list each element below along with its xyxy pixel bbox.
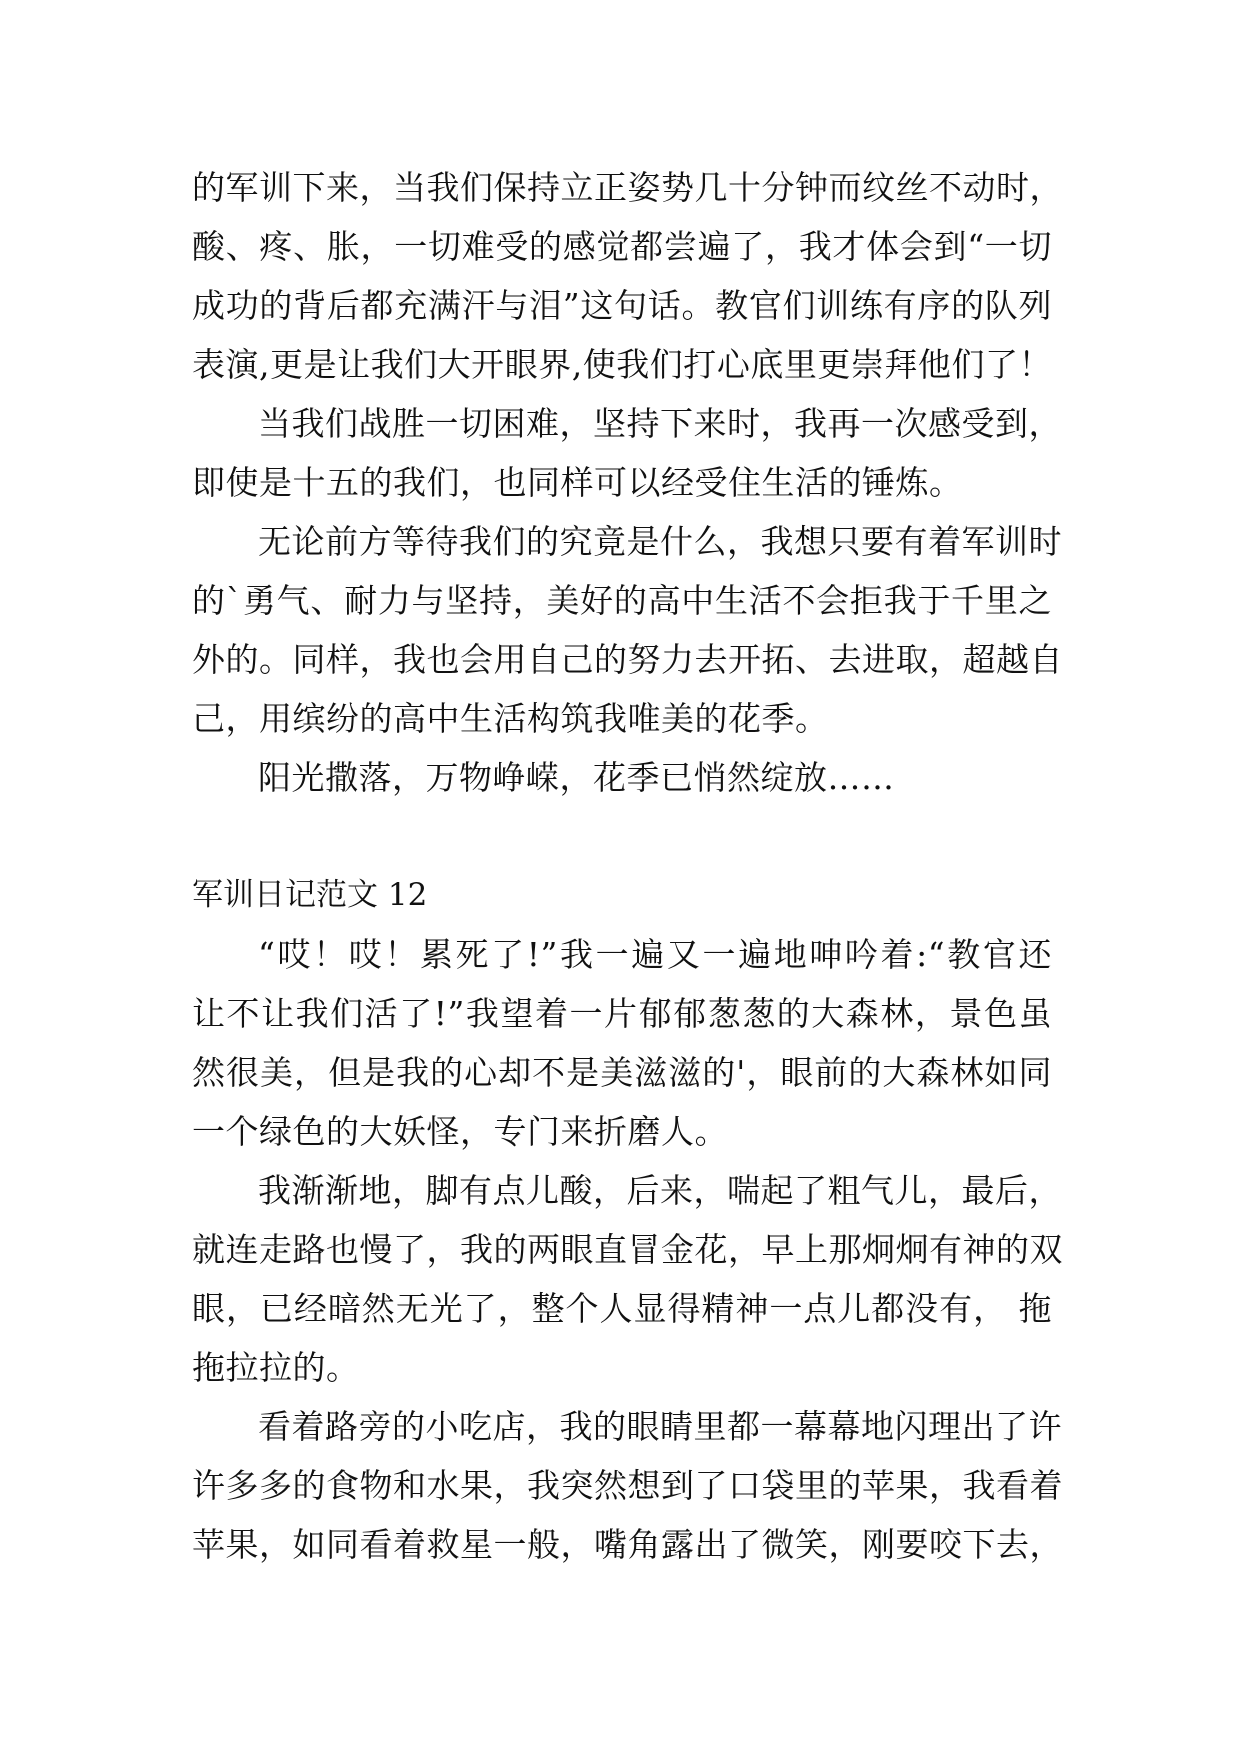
text-line: 苹果，如同看着救星一般，嘴角露出了微笑，刚要咬下去，: [192, 1525, 1063, 1564]
text-line: 的`勇气、耐力与坚持，美好的高中生活不会拒我于千里之: [192, 581, 1052, 620]
paragraph: [192, 394, 1062, 512]
text-line: “哎！哎！累死了!”我一遍又一遍地呻吟着:“教官还: [258, 935, 1052, 974]
text-line: 就连走路也慢了，我的两眼直冒金花，早上那炯炯有神的双: [192, 1230, 1063, 1269]
text-line: 即使是十五的我们，也同样可以经受住生活的锤炼。: [192, 463, 963, 502]
paragraph: [192, 158, 1063, 394]
text-line: 无论前方等待我们的究竟是什么，我想只要有着军训时: [258, 522, 1062, 561]
text-line: 然很美，但是我的心却不是美滋滋的'，眼前的大森林如同: [192, 1053, 1052, 1092]
text-line: 的军训下来，当我们保持立正姿势几十分钟而纹丝不动时，: [192, 168, 1063, 207]
text-line: 许多多的食物和水果，我突然想到了口袋里的苹果，我看着: [192, 1466, 1063, 1505]
paragraph: [192, 512, 1063, 748]
text-line: 拖拉拉的。: [192, 1348, 360, 1387]
text-line: 外的。同样，我也会用自己的努力去开拓、去进取，超越自: [192, 640, 1063, 679]
paragraph: [192, 748, 1052, 807]
text-line: 当我们战胜一切困难，坚持下来时，我再一次感受到，: [258, 404, 1062, 443]
text-line: 让不让我们活了!”我望着一片郁郁葱葱的大森林，景色虽: [192, 994, 1052, 1033]
text-line: 眼，已经暗然无光了，整个人显得精神一点儿都没有， 拖: [192, 1289, 1052, 1328]
paragraph: [192, 1397, 1063, 1574]
section-title: 军训日记范文 12: [192, 877, 428, 913]
blank-line: [192, 807, 1052, 866]
text-line: 酸、疼、胀，一切难受的感觉都尝遍了，我才体会到“一切: [192, 227, 1052, 266]
text-line: 我渐渐地，脚有点儿酸，后来，喘起了粗气儿，最后，: [258, 1171, 1062, 1210]
text-line: 成功的背后都充满汗与泪”这句话。教官们训练有序的队列: [192, 286, 1052, 325]
text-line: 阳光撒落，万物峥嵘，花季已悄然绽放……: [258, 758, 895, 797]
document-body: [192, 158, 1063, 1574]
text-line: 看着路旁的小吃店，我的眼睛里都一幕幕地闪理出了许: [258, 1407, 1062, 1446]
paragraph: [192, 1161, 1063, 1397]
text-line: 一个绿色的大妖怪，专门来折磨人。: [192, 1112, 728, 1151]
paragraph: [192, 925, 1052, 1161]
text-line: 表演,更是让我们大开眼界,使我们打心底里更崇拜他们了！: [192, 345, 1052, 384]
text-line: 己，用缤纷的高中生活构筑我唯美的花季。: [192, 699, 829, 738]
